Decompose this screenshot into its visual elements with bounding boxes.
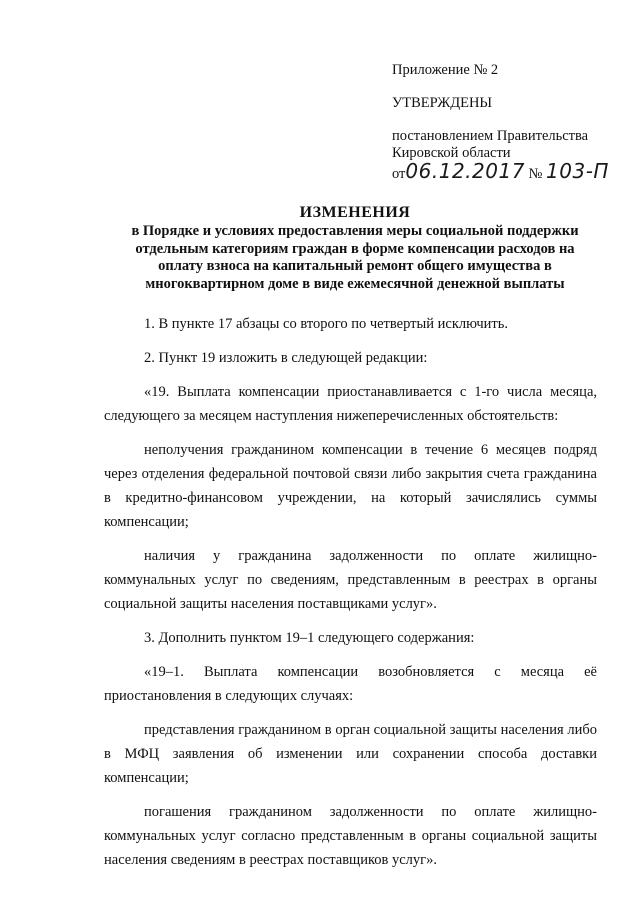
paragraph-4: неполучения гражданином компенсации в течение 6 месяцев подряд через отделения федеральной почтовой связи либо закрытия счета гражданина в кредитно-финансовом учреждении, на который зачислялись суммы компенсации;: [104, 442, 597, 530]
number-prefix: №: [528, 166, 543, 182]
resolution-line-2: Кировской области: [392, 145, 511, 161]
title-subtitle-line-2: отдельным категориям граждан в форме компенсации расходов на: [135, 240, 575, 257]
resolution-date-line: [392, 159, 632, 183]
paragraph-5: наличия у гражданина задолженности по оплате жилищно-коммунальных услуг по сведениям, представленным в реестрах в органы социальной защиты населения поставщиками услуг».: [104, 548, 597, 612]
paragraph-3: «19. Выплата компенсации приостанавливается с 1-го числа месяца, следующего за месяцем наступления нижеперечисленных обстоятельств:: [104, 384, 597, 424]
paragraph-6: 3. Дополнить пунктом 19–1 следующего содержания:: [144, 630, 475, 646]
paragraph-7: «19–1. Выплата компенсации возобновляется с месяца её приостановления в следующих случаях:: [104, 664, 597, 704]
paragraph-8: представления гражданином в орган социальной защиты населения либо в МФЦ заявления об изменении или сохранении способа доставки компенсации;: [104, 722, 597, 786]
paragraph-1: 1. В пункте 17 абзацы со второго по четвертый исключить.: [144, 316, 509, 332]
resolution-line-1: постановлением Правительства: [392, 128, 589, 144]
handwritten-number: 103-П: [546, 159, 609, 183]
document-title: [95, 203, 615, 293]
title-subtitle-line-3: оплату взноса на капитальный ремонт общего имущества в: [158, 258, 552, 274]
title-subtitle-line-1: в Порядке и условиях предоставления меры социальной поддержки: [131, 223, 579, 239]
handwritten-date: 06.12.2017: [405, 159, 525, 183]
approved-label: УТВЕРЖДЕНЫ: [392, 95, 493, 111]
appendix-label: [392, 62, 632, 79]
paragraph-9: погашения гражданином задолженности по оплате жилищно-коммунальных услуг согласно представленным в органы социальной защиты населения сведениям в реестрах поставщиков услуг».: [104, 804, 597, 868]
document-body: [104, 312, 597, 872]
title-heading: ИЗМЕНЕНИЯ: [299, 204, 411, 221]
approved-block: [392, 95, 632, 112]
paragraph-2: 2. Пункт 19 изложить в следующей редакции:: [144, 350, 428, 366]
date-prefix: от: [392, 166, 406, 182]
resolution-block: [392, 128, 632, 183]
appendix-number: Приложение № 2: [392, 62, 499, 78]
title-subtitle-line-4: многоквартирном доме в виде ежемесячной денежной выплаты: [145, 275, 565, 292]
